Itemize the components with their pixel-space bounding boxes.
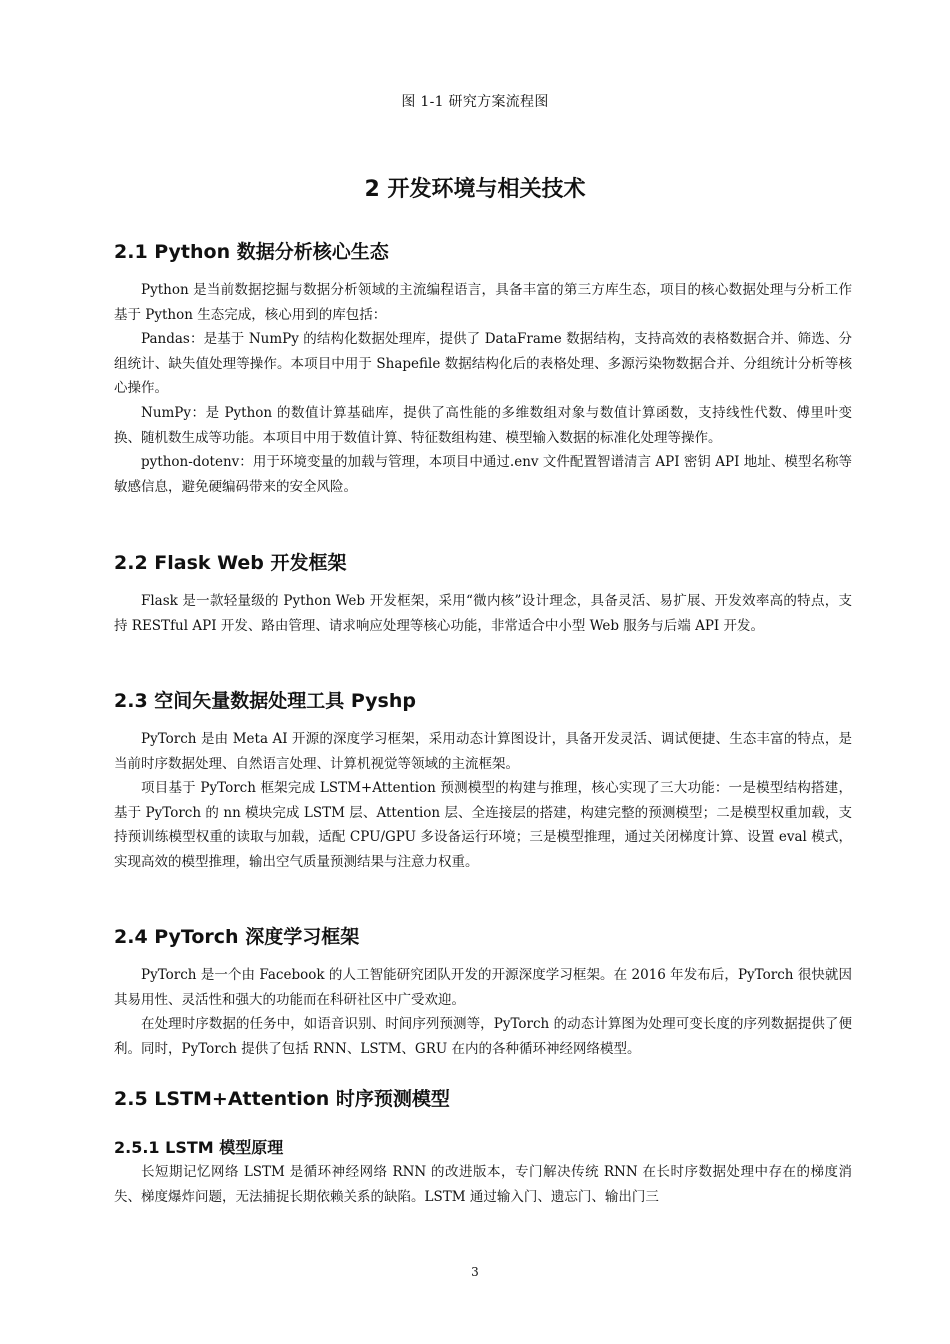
section-2-1-body [114,278,852,499]
section-title-2-1: 2.1 Python 数据分析核心生态 [114,241,389,263]
page-number: 3 [471,1265,479,1279]
figure-caption: 图 1-1 研究方案流程图 [401,94,549,110]
paragraph: PyTorch 是一个由 Facebook 的人工智能研究团队开发的开源深度学习框架。在 2016 年发布后，PyTorch 很快就因其易用性、灵活性和强大的功能而在科研社区中广受欢迎。 [114,967,852,1008]
paragraph: NumPy：是 Python 的数值计算基础库，提供了高性能的多维数组对象与数值计算函数，支持线性代数、傅里叶变换、随机数生成等功能。本项目中用于数值计算、特征数组构建、模型输入数据的标准化处理等操作。 [114,404,852,446]
subsection-title-2-5-1: 2.5.1 LSTM 模型原理 [114,1138,284,1157]
paragraph: 在处理时序数据的任务中，如语音识别、时间序列预测等，PyTorch 的动态计算图为处理可变长度的序列数据提供了便利。同时，PyTorch 提供了包括 RNN、LSTM、GRU 在内的各种循环神经网络模型。 [114,1016,852,1057]
paragraph: Flask 是一款轻量级的 Python Web 开发框架，采用“微内核”设计理念，具备灵活、易扩展、开发效率高的特点，支持 RESTful API 开发、路由管理、请求响应处理等核心功能，非常适合中小型 Web 服务与后端 API 开发。 [114,593,852,634]
section-title-2-5: 2.5 LSTM+Attention 时序预测模型 [114,1088,450,1110]
section-title-2-3: 2.3 空间矢量数据处理工具 Pyshp [114,690,416,712]
section-2-4-body [114,963,852,1061]
paragraph: 项目基于 PyTorch 框架完成 LSTM+Attention 预测模型的构建与推理，核心实现了三大功能：一是模型结构搭建，基于 PyTorch 的 nn 模块完成 LSTM 层、Attention 层、全连接层的搭建，构建完整的预测模型；二是模型权重加载，支持预训练模型权重的读取与加载，适配 CPU/GPU 多设备运行环境；三是模型推理，通过关闭梯度计算、设置 eval 模式，实现高效的模型推理，输出空气质量预测结果与注意力权重。 [114,780,852,870]
section-2-5-1-body [114,1160,852,1209]
paragraph: 长短期记忆网络 LSTM 是循环神经网络 RNN 的改进版本，专门解决传统 RNN 在长时序数据处理中存在的梯度消失、梯度爆炸问题，无法捕捉长期依赖关系的缺陷。LSTM 通过输入门、遗忘门、输出门三 [114,1164,852,1205]
chapter-title: 2 开发环境与相关技术 [364,177,586,202]
paragraph: python-dotenv：用于环境变量的加载与管理，本项目中通过.env 文件配置智谱清言 API 密钥 API 地址、模型名称等敏感信息，避免硬编码带来的安全风险。 [114,454,852,495]
paragraph: Python 是当前数据挖掘与数据分析领域的主流编程语言，具备丰富的第三方库生态，项目的核心数据处理与分析工作基于 Python 生态完成，核心用到的库包括： [114,282,852,323]
section-title-2-4: 2.4 PyTorch 深度学习框架 [114,926,360,948]
paragraph: PyTorch 是由 Meta AI 开源的深度学习框架，采用动态计算图设计，具备开发灵活、调试便捷、生态丰富的特点，是当前时序数据处理、自然语言处理、计算机视觉等领域的主流框架。 [114,731,852,772]
section-title-2-2: 2.2 Flask Web 开发框架 [114,552,347,574]
section-2-3-body [114,727,852,875]
paragraph: Pandas：是基于 NumPy 的结构化数据处理库，提供了 DataFrame 数据结构，支持高效的表格数据合并、筛选、分组统计、缺失值处理等操作。本项目中用于 Shapefile 数据结构化后的表格处理、多源污染物数据合并、分组统计分析等核心操作。 [114,331,852,397]
section-2-2-body [114,589,852,638]
